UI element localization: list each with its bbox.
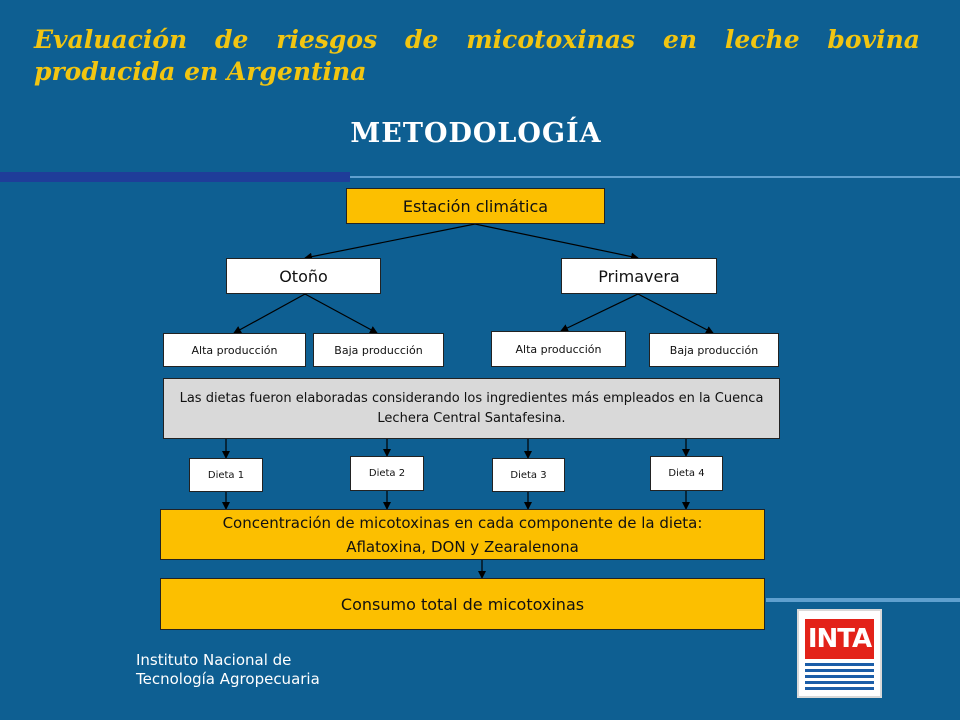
- institute-name-line-1: Instituto Nacional de: [136, 651, 292, 669]
- arrow-otono-alta: [234, 294, 305, 333]
- node-dieta-4: Dieta 4: [650, 456, 723, 491]
- node-nota-dietas: Las dietas fueron elaboradas considerando los ingredientes más empleados en la Cuenca Lechera Central Santafesina.: [163, 378, 780, 439]
- arrow-root-otono: [305, 224, 475, 258]
- arrow-primavera-alta: [561, 294, 638, 331]
- institute-name: [136, 651, 320, 689]
- inta-logo-stripes: [805, 663, 874, 693]
- arrow-primavera-baja: [638, 294, 713, 333]
- slide-title: Evaluación de riesgos de micotoxinas en leche bovina producida en Argentina: [34, 25, 920, 86]
- node-dieta-3: Dieta 3: [492, 458, 565, 492]
- institute-name-line-2: Tecnología Agropecuaria: [136, 670, 320, 688]
- node-estacion-climatica: Estación climática: [346, 188, 605, 224]
- arrow-root-primavera: [475, 224, 638, 258]
- node-primavera-baja-produccion: Baja producción: [649, 333, 779, 367]
- section-heading: METODOLOGÍA: [350, 118, 602, 149]
- node-consumo-total: Consumo total de micotoxinas: [160, 578, 765, 630]
- node-concentracion-micotoxinas: Concentración de micotoxinas en cada componente de la dieta: Aflatoxina, DON y Zearalenona: [160, 509, 765, 560]
- node-dieta-2: Dieta 2: [350, 456, 424, 491]
- arrow-otono-baja: [305, 294, 377, 333]
- node-otono-baja-produccion: Baja producción: [313, 333, 444, 367]
- node-otono: Otoño: [226, 258, 381, 294]
- inta-logo-text: INTA: [805, 619, 874, 659]
- node-otono-alta-produccion: Alta producción: [163, 333, 306, 367]
- node-primavera: Primavera: [561, 258, 717, 294]
- inta-logo: [797, 609, 882, 698]
- node-primavera-alta-produccion: Alta producción: [491, 331, 626, 367]
- node-dieta-1: Dieta 1: [189, 458, 263, 492]
